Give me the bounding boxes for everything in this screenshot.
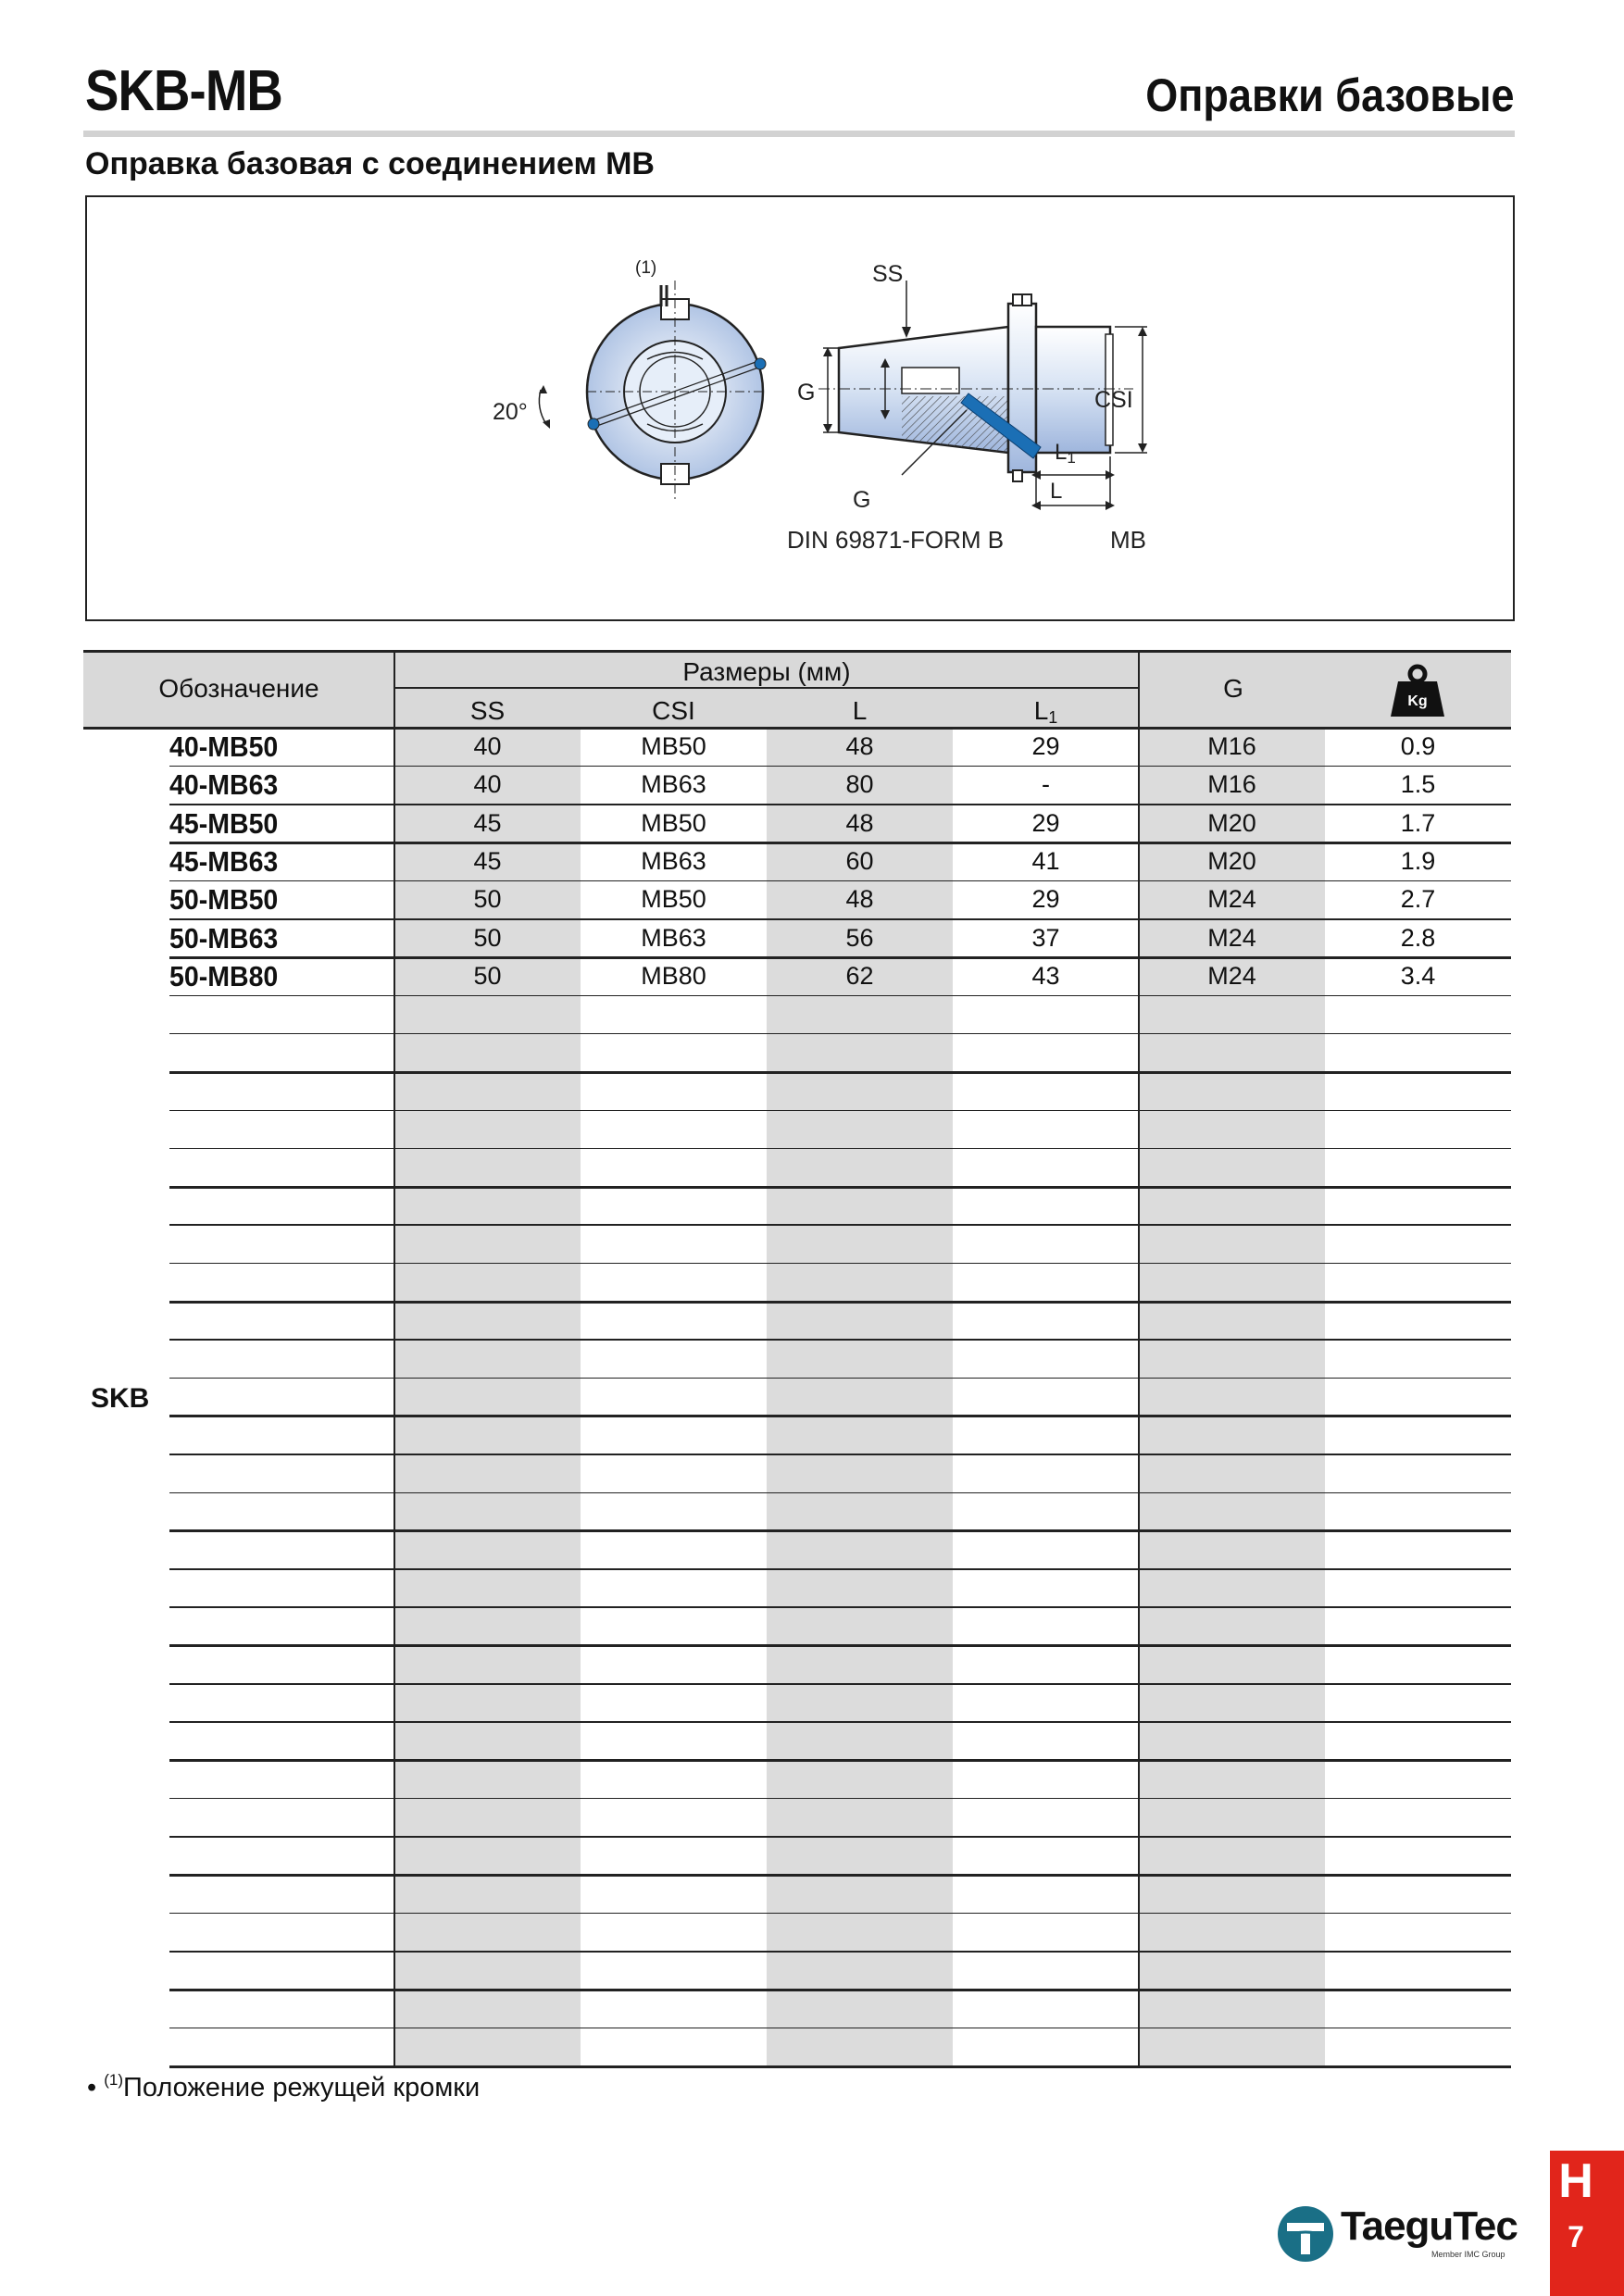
row-divider xyxy=(169,1529,1511,1532)
section-tab-letter: H xyxy=(1558,2154,1593,2208)
cell-l1: 41 xyxy=(1031,846,1060,875)
series-title: SKB-MB xyxy=(85,59,282,123)
col-header-l: L xyxy=(852,696,868,725)
row-code: 45-MB50 xyxy=(169,806,279,840)
row-divider xyxy=(169,1110,1511,1112)
row-code: 50-MB63 xyxy=(169,921,279,955)
row-divider xyxy=(169,1989,1511,1991)
row-code: 40-MB50 xyxy=(169,730,279,763)
col-header-designation: Обозначение xyxy=(158,674,319,703)
cell-l: 60 xyxy=(845,846,874,875)
dimension-subheader-rule xyxy=(394,687,1139,689)
cell-l: 56 xyxy=(845,923,874,952)
standard-label: DIN 69871-FORM B xyxy=(787,526,1005,554)
angle-label: 20° xyxy=(493,399,528,425)
technical-drawing xyxy=(87,197,1517,623)
cell-kg: 1.5 xyxy=(1400,770,1436,799)
row-divider xyxy=(169,1148,1511,1150)
row-divider xyxy=(169,1492,1511,1494)
cell-l1: 43 xyxy=(1031,961,1060,990)
row-divider xyxy=(169,1683,1511,1685)
row-code: 50-MB50 xyxy=(169,883,279,917)
row-divider xyxy=(169,2028,1511,2029)
cell-ss: 45 xyxy=(473,846,502,875)
header-rule xyxy=(83,131,1515,137)
row-divider xyxy=(169,1415,1511,1417)
svg-text:Kg: Kg xyxy=(1407,693,1428,709)
col-header-l1: L1 xyxy=(1033,696,1058,727)
cell-kg: 2.8 xyxy=(1400,923,1436,952)
cell-kg: 0.9 xyxy=(1400,732,1436,760)
col-header-ss: SS xyxy=(469,696,506,725)
cell-ss: 40 xyxy=(473,732,502,760)
row-divider xyxy=(169,1263,1511,1265)
table-bottom-rule xyxy=(169,2065,1511,2068)
cell-kg: 1.7 xyxy=(1400,808,1436,837)
footnote-ref: (1) xyxy=(104,2071,123,2089)
note-ref-label: (1) xyxy=(635,258,657,278)
cell-g: M20 xyxy=(1207,846,1256,875)
cell-csi: MB63 xyxy=(641,770,706,799)
cell-g: M24 xyxy=(1207,885,1256,914)
g-label-left: G xyxy=(797,380,816,406)
cell-ss: 50 xyxy=(473,885,502,914)
row-divider xyxy=(169,1224,1511,1226)
cell-csi: MB80 xyxy=(641,961,706,990)
cell-ss: 50 xyxy=(473,961,502,990)
cell-kg: 1.9 xyxy=(1400,846,1436,875)
l-label: L xyxy=(1050,479,1063,504)
row-divider xyxy=(169,1186,1511,1189)
cell-kg: 3.4 xyxy=(1400,961,1436,990)
connection-label: MB xyxy=(1110,526,1146,554)
csi-label: CSI xyxy=(1094,387,1133,413)
l1-label: L1 xyxy=(1055,440,1076,467)
row-divider xyxy=(169,1798,1511,1800)
row-divider xyxy=(169,1951,1511,1953)
brand-logo-text: TaeguTec xyxy=(1341,2203,1518,2249)
cell-csi: MB50 xyxy=(641,885,706,914)
cell-l: 62 xyxy=(845,961,874,990)
row-divider xyxy=(169,1644,1511,1647)
brand-logo xyxy=(1276,2199,1517,2268)
cell-g: M20 xyxy=(1207,808,1256,837)
cell-l1: - xyxy=(1042,770,1050,799)
cell-l: 48 xyxy=(845,808,874,837)
cell-l: 48 xyxy=(845,885,874,914)
row-divider xyxy=(169,1759,1511,1762)
cell-csi: MB50 xyxy=(641,732,706,760)
row-divider xyxy=(169,1301,1511,1304)
row-divider xyxy=(169,1071,1511,1074)
row-prefix: SKB xyxy=(91,1383,150,1414)
technical-drawing-frame xyxy=(85,195,1515,621)
cell-csi: MB63 xyxy=(641,846,706,875)
table-top-rule xyxy=(83,650,1511,653)
cell-l1: 29 xyxy=(1031,732,1060,760)
footnote-text: Положение режущей кромки xyxy=(123,2073,481,2103)
cell-ss: 45 xyxy=(473,808,502,837)
row-code: 45-MB63 xyxy=(169,844,279,878)
cell-ss: 50 xyxy=(473,923,502,952)
row-divider xyxy=(169,1033,1511,1035)
row-code: 50-MB80 xyxy=(169,959,279,992)
g-label-bottom: G xyxy=(853,487,871,513)
cell-l1: 29 xyxy=(1031,885,1060,914)
row-divider xyxy=(169,1568,1511,1570)
row-divider xyxy=(169,995,1511,997)
side-view xyxy=(818,294,1133,481)
ss-label: SS xyxy=(872,261,904,287)
weight-icon xyxy=(1389,663,1446,720)
footnote xyxy=(87,2072,480,2102)
row-divider xyxy=(169,1721,1511,1723)
row-code: 40-MB63 xyxy=(169,768,279,802)
page-number: 7 xyxy=(1568,2220,1584,2253)
end-view xyxy=(539,281,766,503)
cell-g: M16 xyxy=(1207,770,1256,799)
col-header-dimensions: Размеры (мм) xyxy=(682,657,851,686)
cell-kg: 2.7 xyxy=(1400,885,1436,914)
cell-csi: MB63 xyxy=(641,923,706,952)
col-header-g: G xyxy=(1223,674,1243,703)
cell-l1: 29 xyxy=(1031,808,1060,837)
row-divider xyxy=(169,1606,1511,1608)
row-divider xyxy=(169,1378,1511,1379)
row-divider xyxy=(169,1913,1511,1915)
cell-l: 48 xyxy=(845,732,874,760)
cell-g: M24 xyxy=(1207,923,1256,952)
section-title: Оправки базовые xyxy=(1145,69,1515,121)
cell-csi: MB50 xyxy=(641,808,706,837)
cell-l: 80 xyxy=(845,770,874,799)
footnote-bullet: • xyxy=(87,2073,97,2103)
brand-logo-subtext: Member IMC Group xyxy=(1431,2250,1505,2259)
col-header-csi: CSI xyxy=(652,696,695,725)
cell-l1: 37 xyxy=(1031,923,1060,952)
row-divider xyxy=(169,1454,1511,1455)
cell-ss: 40 xyxy=(473,770,502,799)
cell-g: M24 xyxy=(1207,961,1256,990)
row-divider xyxy=(169,1836,1511,1838)
brand-logo-icon xyxy=(1276,2204,1335,2264)
cell-g: M16 xyxy=(1207,732,1256,760)
page-subtitle: Оправка базовая с соединением MB xyxy=(85,146,655,181)
row-divider xyxy=(169,1874,1511,1877)
row-divider xyxy=(169,1339,1511,1341)
